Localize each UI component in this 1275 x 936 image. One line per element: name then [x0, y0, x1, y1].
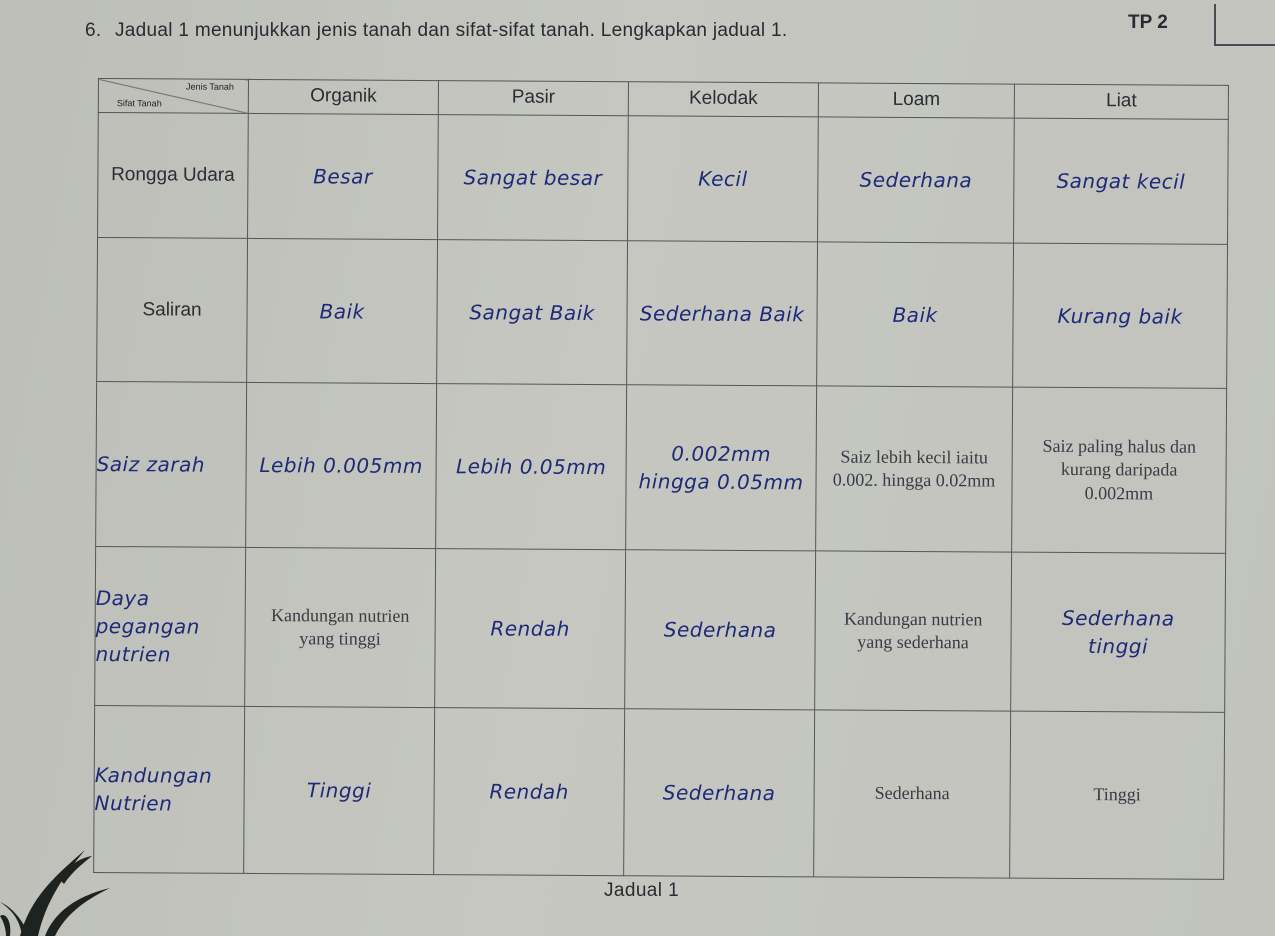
handwritten-answer: Tinggi — [306, 778, 372, 803]
soil-table — [93, 78, 1229, 880]
handwritten-answer: Kurang baik — [1057, 303, 1183, 329]
table-row-saiz-zarah — [96, 382, 1227, 553]
handwritten-answer: Sederhana Baik — [639, 301, 805, 327]
cell-saiz-zarah-organik — [246, 383, 437, 549]
handwritten-answer: Rendah — [490, 616, 570, 642]
handwritten-answer: Sederhana tinggi — [1061, 606, 1175, 659]
cell-rongga-udara-liat — [1014, 118, 1229, 245]
row-header-saliran: Saliran — [97, 238, 248, 383]
column-header-pasir: Pasir — [438, 81, 628, 116]
handwritten-answer: Sederhana — [662, 780, 776, 806]
corner-label-soil-type: Jenis Tanah — [186, 81, 234, 92]
handwritten-answer: Kecil — [698, 166, 748, 192]
cell-kandungan-nutrien-liat — [1010, 711, 1225, 879]
handwritten-answer: Sangat besar — [463, 165, 603, 191]
cell-saliran-pasir — [437, 240, 628, 385]
cell-saiz-zarah-loam — [816, 386, 1013, 552]
handwritten-answer: Sederhana — [663, 617, 777, 643]
handwritten-answer: Baik — [319, 299, 365, 324]
cell-saliran-kelodak — [627, 241, 818, 386]
row-header-daya-pegangan-nutrien: Daya pegangan nutrien — [95, 546, 246, 706]
corner-header-cell — [98, 79, 248, 114]
column-header-kelodak: Kelodak — [628, 82, 818, 117]
printed-answer: Kandungan nutrien yang tinggi — [270, 604, 410, 649]
question-text: Jadual 1 menunjukkan jenis tanah dan sifat-sifat tanah. Lengkapkan jadual 1. — [115, 20, 788, 41]
handwritten-answer: 0.002mm hingga 0.05mm — [638, 441, 804, 495]
handwritten-answer: Sangat kecil — [1056, 169, 1186, 194]
plant-silhouette-image — [0, 820, 140, 936]
question-number: 6. — [85, 20, 102, 41]
cell-kandungan-nutrien-kelodak — [624, 709, 815, 877]
printed-answer: Tinggi — [1093, 784, 1141, 805]
printed-answer: Saiz lebih kecil iaitu 0.002. hingga 0.02mm — [832, 446, 996, 491]
corner-label-soil-property: Sifat Tanah — [116, 98, 162, 109]
cell-daya-pegangan-nutrien-liat — [1011, 552, 1226, 713]
tp-label: TP 2 — [1128, 12, 1168, 33]
cell-rongga-udara-loam — [818, 117, 1015, 244]
cell-daya-pegangan-nutrien-organik — [245, 547, 436, 708]
cell-saiz-zarah-liat — [1012, 387, 1227, 553]
cell-saiz-zarah-pasir — [436, 384, 627, 550]
cell-daya-pegangan-nutrien-kelodak — [625, 550, 816, 711]
cell-saiz-zarah-kelodak — [626, 385, 817, 551]
handwritten-answer: Baik — [892, 302, 938, 328]
row-header-kandungan-nutrien: Kandungan Nutrien — [94, 706, 245, 874]
cell-kandungan-nutrien-loam — [814, 710, 1011, 878]
table-body — [94, 112, 1229, 879]
table-row-daya-pegangan-nutrien — [95, 546, 1226, 712]
handwritten-answer: Sederhana — [859, 167, 973, 193]
question-line — [85, 20, 788, 42]
cell-daya-pegangan-nutrien-pasir — [435, 549, 626, 710]
cell-saliran-organik — [247, 239, 438, 384]
column-header-liat: Liat — [1014, 84, 1228, 119]
cell-rongga-udara-pasir — [438, 115, 629, 242]
cell-saliran-loam — [817, 242, 1014, 387]
handwritten-answer: Besar — [313, 164, 373, 189]
cell-kandungan-nutrien-organik — [244, 707, 435, 875]
row-header-saiz-zarah: Saiz zarah — [96, 382, 247, 547]
handwritten-answer: Lebih 0.005mm — [259, 453, 423, 479]
cell-kandungan-nutrien-pasir — [434, 708, 625, 876]
cell-saliran-liat — [1013, 244, 1228, 389]
printed-answer: Saiz paling halus dan kurang daripada 0.002mm — [1042, 435, 1197, 504]
table-row-kandungan-nutrien — [94, 706, 1225, 880]
handwritten-answer: Sangat Baik — [469, 300, 595, 325]
cell-daya-pegangan-nutrien-loam — [815, 551, 1012, 712]
cell-rongga-udara-kelodak — [628, 116, 819, 243]
handwritten-answer: Lebih 0.05mm — [455, 454, 607, 480]
column-header-loam: Loam — [818, 83, 1014, 118]
printed-answer: Sederhana — [874, 783, 950, 804]
table-row-saliran — [97, 238, 1228, 389]
table-caption: Jadual 1 — [604, 880, 680, 901]
cell-rongga-udara-organik — [248, 113, 439, 240]
row-header-rongga-udara: Rongga Udara — [98, 112, 249, 238]
handwritten-answer: Rendah — [489, 779, 569, 805]
printed-answer: Kandungan nutrien yang sederhana — [843, 608, 983, 653]
column-header-organik: Organik — [248, 79, 438, 114]
score-box — [1214, 4, 1275, 46]
table-row-rongga-udara — [98, 112, 1229, 244]
